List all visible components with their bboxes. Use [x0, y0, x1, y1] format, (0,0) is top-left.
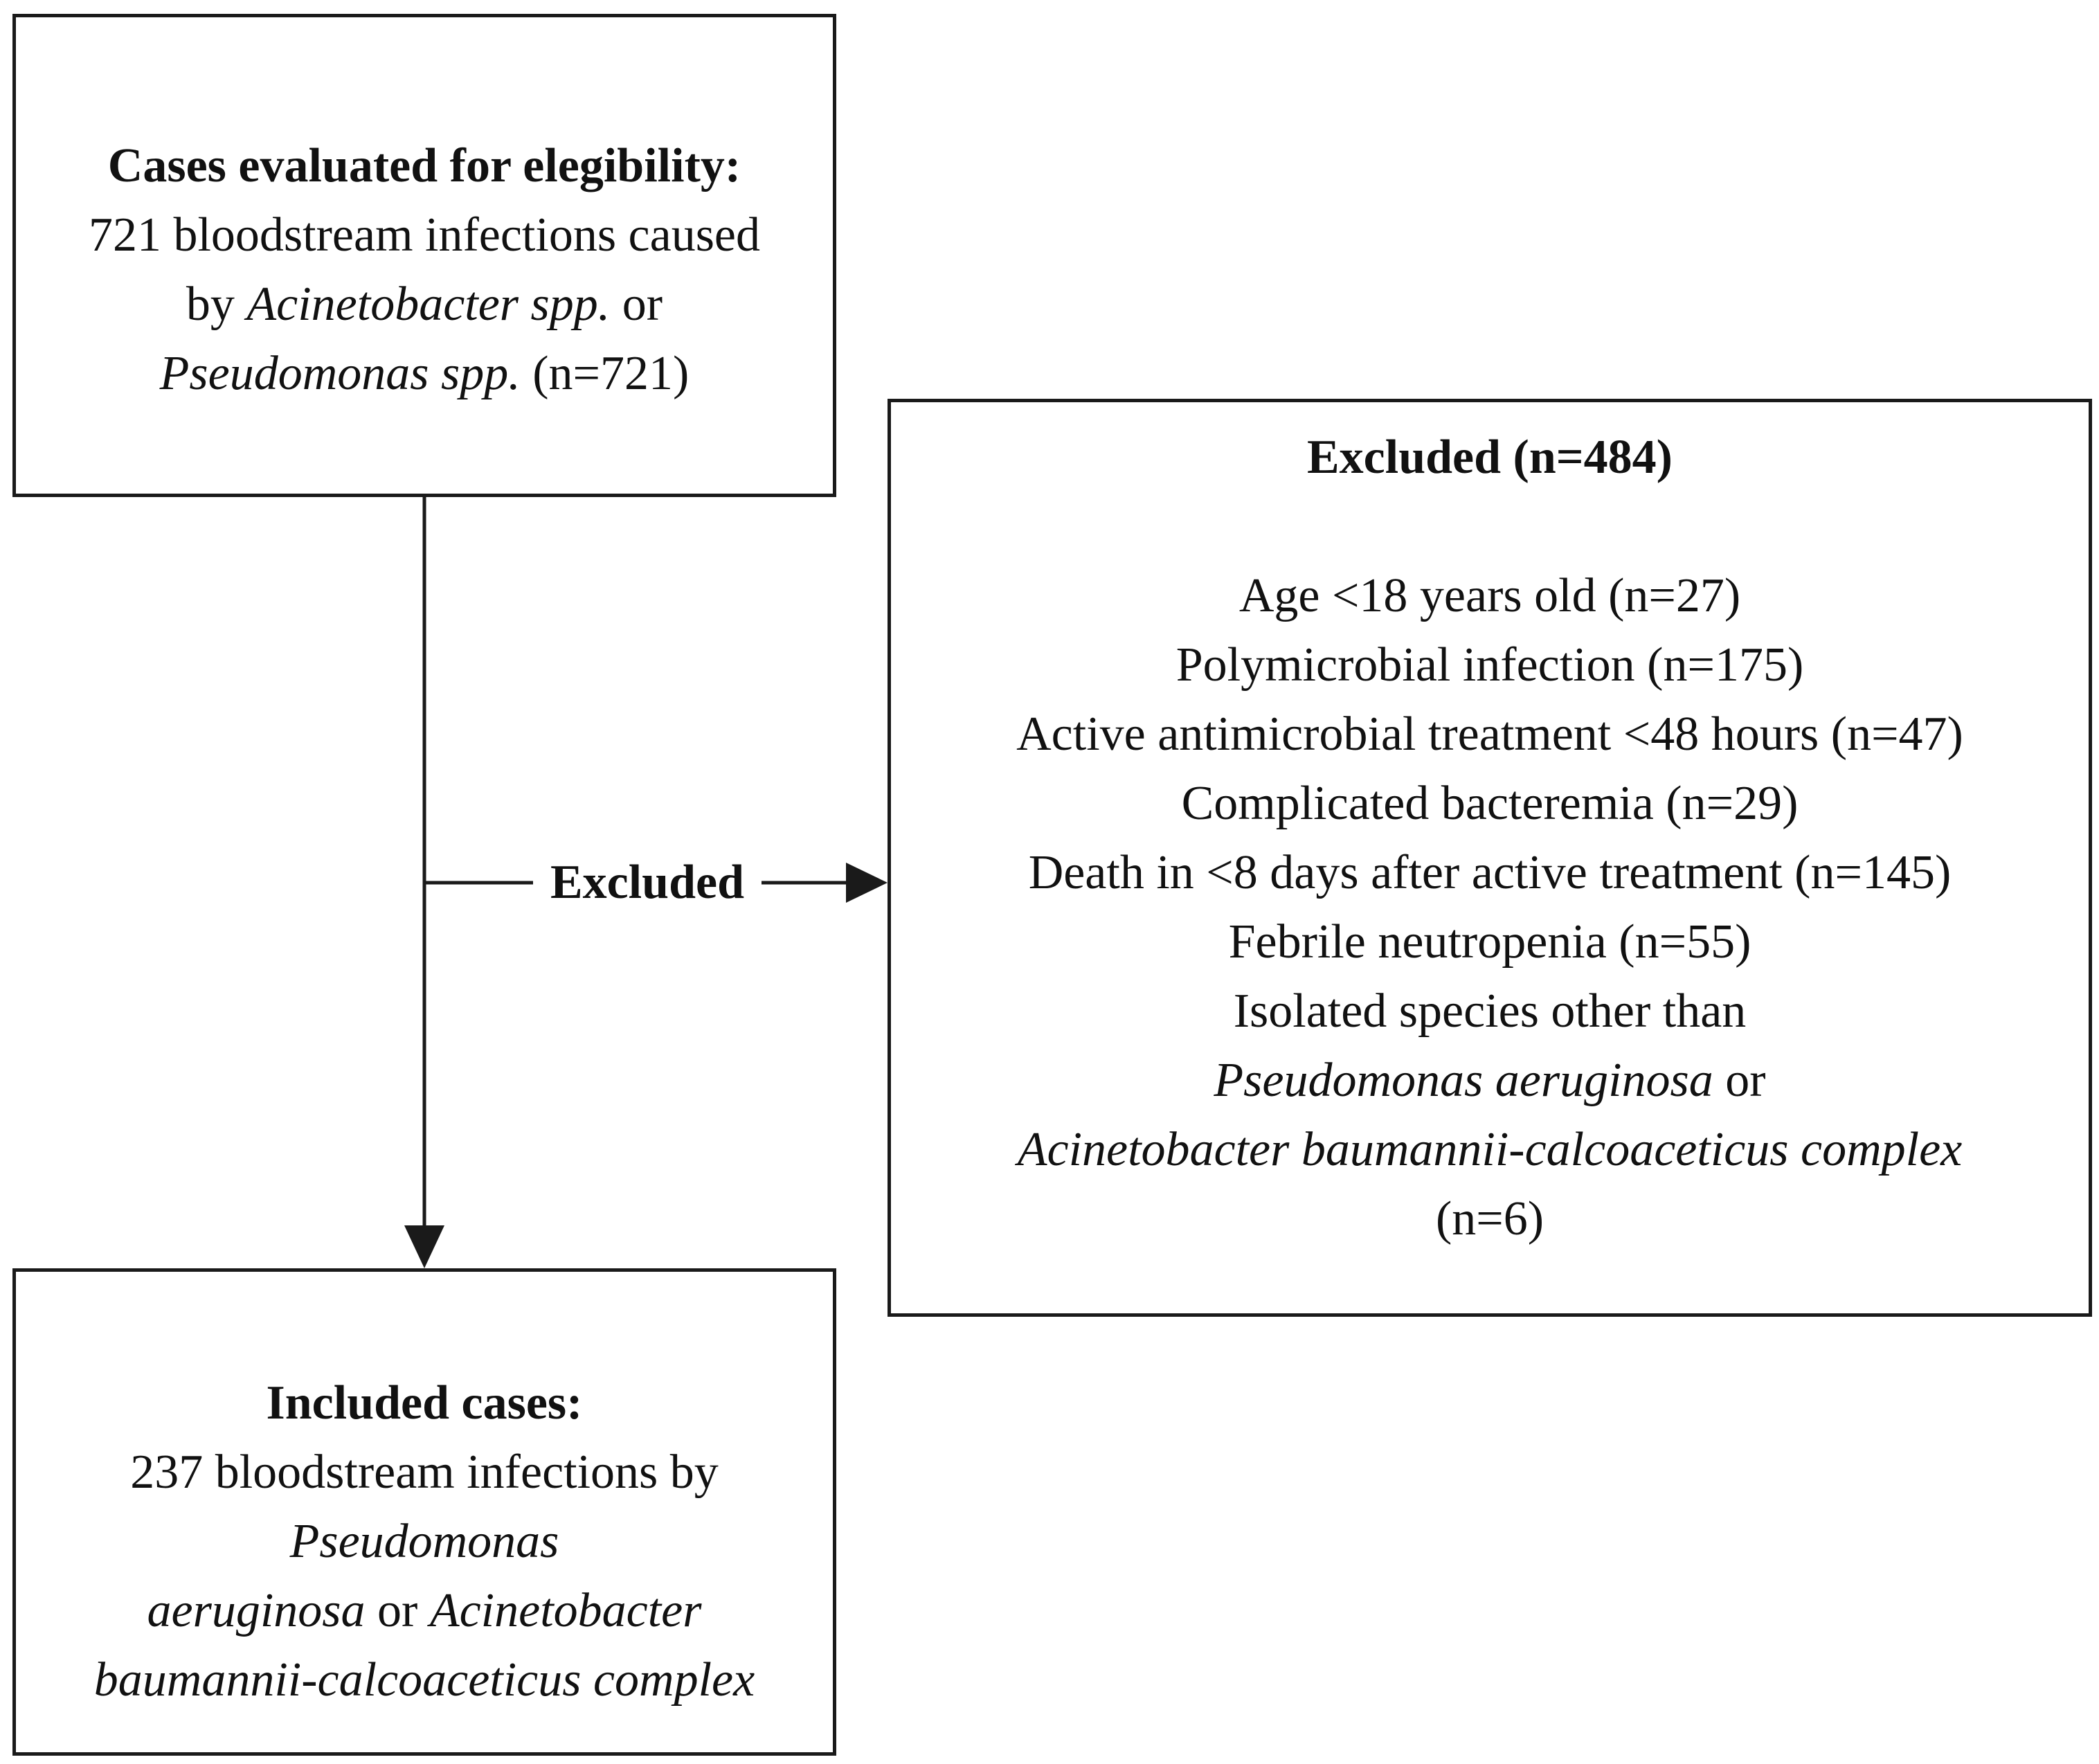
arrowhead-down-icon [404, 1225, 444, 1268]
excluded-box [888, 399, 2092, 1317]
spacer [891, 492, 2089, 561]
included-box [12, 1268, 836, 1756]
exclusion-item: Age <18 years old (n=27) [1238, 569, 1741, 622]
eligibility-line-1: 721 bloodstream infections caused [88, 208, 761, 262]
eligibility-line-2: by Acinetobacter spp. or [186, 278, 663, 331]
included-line-4: baumannii-calcoaceticus complex [93, 1653, 755, 1707]
included-line-1: 237 bloodstream infections by [130, 1446, 719, 1499]
included-line-2: Pseudomonas [289, 1515, 559, 1568]
eligibility-title: Cases evaluated for elegibility: [107, 139, 741, 192]
excluded-edge-label: Excluded [533, 853, 762, 912]
eligibility-line-3: Pseudomonas spp. (n=721) [159, 347, 690, 400]
excluded-title: Excluded (n=484) [1306, 431, 1673, 484]
exclusion-item: Complicated bacteremia (n=29) [1181, 777, 1799, 830]
exclusion-item: Death in <8 days after active treatment (n=145) [1028, 846, 1952, 899]
eligibility-box [12, 14, 836, 497]
exclusion-species-line-1: Pseudomonas aeruginosa or [1214, 1054, 1766, 1107]
included-title: Included cases: [266, 1376, 583, 1430]
exclusion-item: Febrile neutropenia (n=55) [1228, 915, 1751, 969]
exclusion-species-line-2: Acinetobacter baumannii-calcoaceticus complex [1017, 1123, 1963, 1176]
exclusion-item: Polymicrobial infection (n=175) [1175, 638, 1804, 692]
exclusion-species-count: (n=6) [1435, 1192, 1544, 1245]
exclusion-item: Active antimicrobial treatment <48 hours (n=47) [1016, 708, 1963, 761]
exclusion-item: Isolated species other than [1233, 984, 1747, 1038]
arrowhead-right-icon [846, 863, 888, 903]
included-line-3: aeruginosa or Acinetobacter [147, 1584, 702, 1637]
